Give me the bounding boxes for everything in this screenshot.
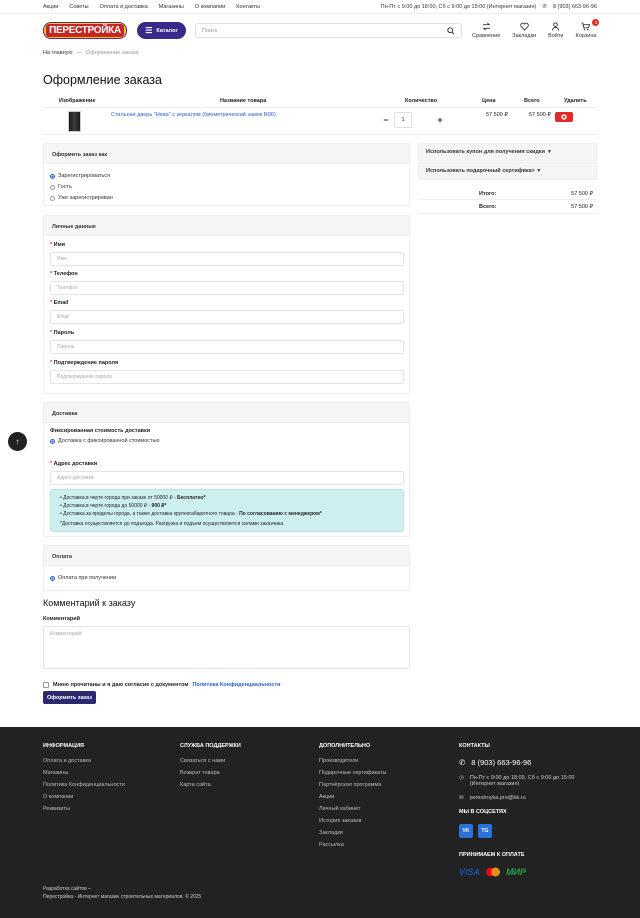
footer-contacts-column <box>459 743 599 877</box>
consent-row <box>43 682 280 688</box>
top-nav <box>43 4 260 10</box>
total-value: 57 500 ₽ <box>571 204 593 210</box>
radio-dot <box>50 185 55 190</box>
cart-table <box>43 95 597 135</box>
field-label: Пароль <box>53 330 75 336</box>
qty-minus-button[interactable]: − <box>383 115 389 125</box>
delivery-section <box>43 402 410 537</box>
field-password: * Пароль Пароль <box>50 330 404 354</box>
field-label: Подтверждение пароля <box>53 360 119 366</box>
divider <box>418 199 597 200</box>
total-row <box>479 204 593 210</box>
mir-icon: МИР <box>506 867 526 877</box>
footer-link[interactable]: Связаться с нами <box>180 758 226 764</box>
footer-link[interactable]: Политика Конфиденциальности <box>43 782 125 788</box>
compare-label: Сравнение <box>472 33 501 39</box>
footer-link[interactable]: Личный кабинет <box>319 806 361 812</box>
vk-icon[interactable]: VK <box>459 824 473 838</box>
breadcrumb-separator: — <box>76 50 83 56</box>
radio-register[interactable] <box>50 173 113 179</box>
phone-icon: ✆ <box>542 4 547 10</box>
coupon-label: Использовать купон для получения скидки <box>426 149 545 155</box>
footer-link[interactable]: Рассылка <box>319 842 344 848</box>
product-image[interactable] <box>68 111 81 132</box>
top-link-promo[interactable]: Акции <box>43 4 59 10</box>
compare-icon <box>482 22 491 31</box>
heart-icon <box>520 22 529 31</box>
radio-label: Зарегистрироваться <box>58 173 111 179</box>
delivery-title: Доставка <box>44 403 409 423</box>
top-link-tips[interactable]: Советы <box>69 4 89 10</box>
subtotal-row <box>479 191 593 197</box>
search-icon[interactable] <box>447 27 455 35</box>
delete-button[interactable] <box>555 112 573 122</box>
col-qty: Количество <box>405 98 438 104</box>
consent-text: Мною прочитаны и я даю согласие с документом <box>53 682 189 688</box>
cart-label: Корзина <box>575 33 597 39</box>
radio-label: Оплата при получении <box>58 575 117 581</box>
qty-plus-button[interactable]: + <box>437 115 443 125</box>
arrow-up-icon: ↑ <box>15 437 20 446</box>
footer-link[interactable]: Подарочные сертификаты <box>319 770 387 776</box>
copyright: Перестройка - Интернет магазин строительных материалов. © 2025 <box>43 894 202 900</box>
login-button[interactable] <box>548 22 563 39</box>
divider <box>418 213 597 214</box>
radio-fixed-delivery[interactable] <box>50 438 160 444</box>
footer-heading: ДОПОЛНИТЕЛЬНО <box>319 743 371 749</box>
footer-link[interactable]: Партнёрская программа <box>319 782 382 788</box>
certificate-label: Использовать подарочный сертификат <box>426 168 535 174</box>
delivery-info-box <box>50 489 404 532</box>
footer-extra-column <box>319 743 386 854</box>
visa-icon: VISA <box>459 867 481 877</box>
developer-credit: Разработка сайтов – <box>43 886 91 892</box>
mail-icon: ✉ <box>459 795 464 801</box>
payment-section <box>43 545 410 591</box>
comment-textarea[interactable]: Комментарий <box>43 626 410 669</box>
radio-dot <box>50 439 55 444</box>
phone-input[interactable]: Телефон <box>50 281 404 295</box>
top-link-delivery[interactable]: Оплата и доставка <box>99 4 148 10</box>
table-row <box>43 108 597 135</box>
menu-icon: ☰ <box>145 26 153 35</box>
submit-order-button[interactable]: Оформить заказ <box>43 691 96 704</box>
footer-link[interactable]: Акции <box>319 794 335 800</box>
subtotal-value: 57 500 ₽ <box>571 191 593 197</box>
radio-registered[interactable] <box>50 195 113 201</box>
personal-data-section <box>43 215 410 394</box>
footer-support-column <box>180 743 241 794</box>
footer-heading: ПРИНИМАЕМ К ОПЛАТЕ <box>459 852 525 858</box>
field-label: Email <box>53 300 69 306</box>
catalog-button[interactable] <box>137 22 186 39</box>
delivery-method-label: Фиксированная стоимость доставки <box>50 428 151 434</box>
table-header <box>43 95 597 108</box>
header-actions <box>472 22 596 39</box>
field-address: * Адрес доставки Адрес доставки <box>50 461 404 485</box>
search-placeholder: Поиск <box>202 27 218 34</box>
info-item: • Доставка в черте города при заказе от 50000 ₽ - Бесплатно* <box>60 495 206 501</box>
footer-heading: СЛУЖБА ПОДДЕРЖКИ <box>180 743 241 749</box>
product-name-link[interactable]: Стальная дверь "Нева" с зеркалом (биометрический замок R06) <box>111 112 276 118</box>
coupon-toggle[interactable] <box>418 143 597 161</box>
clock-icon: ◷ <box>459 775 464 781</box>
field-label: Адрес доставки <box>53 461 98 467</box>
radio-label: Доставка с фиксированной стоимостью <box>58 438 160 444</box>
field-label: Имя <box>53 242 65 248</box>
caret-down-icon: ▼ <box>546 149 552 155</box>
breadcrumb-current: Оформление заказа <box>86 50 139 56</box>
radio-label: Уже зарегистрирован <box>58 195 113 201</box>
col-price: Цена <box>482 98 496 104</box>
col-total: Всего <box>524 98 540 104</box>
footer-phone[interactable]: ✆ 8 (903) 663-96-96 <box>459 758 532 767</box>
info-item: • Доставка в черте города до 50000 ₽ - 900 ₽* <box>60 503 167 509</box>
logo[interactable] <box>43 22 127 39</box>
footer-link[interactable]: О компании <box>43 794 74 800</box>
footer-heading: КОНТАКТЫ <box>459 743 490 749</box>
radio-guest[interactable] <box>50 184 113 190</box>
product-price: 57 500 ₽ <box>486 112 508 118</box>
footer-heading: МЫ В СОЦСЕТЯХ <box>459 809 507 815</box>
privacy-policy-link[interactable]: Политика Конфиденциальности <box>192 682 281 688</box>
radio-dot <box>50 196 55 201</box>
delivery-note: *Доставка осуществляется до подъезда. Разгрузка и подъем осуществляется силами заказчика. <box>60 521 285 527</box>
telegram-icon[interactable]: TG <box>478 824 492 838</box>
breadcrumb <box>43 50 138 56</box>
footer-bottom <box>43 885 201 901</box>
footer-info-column <box>43 743 125 818</box>
comment-title: Комментарий к заказу <box>43 598 136 608</box>
phone-icon: ✆ <box>459 758 466 767</box>
footer-link[interactable]: Возврат товара <box>180 770 220 776</box>
search-input[interactable] <box>195 23 462 38</box>
subtotal-label: Итого: <box>479 191 497 197</box>
caret-down-icon: ▼ <box>536 168 542 174</box>
footer-link[interactable]: Закладки <box>319 830 343 836</box>
order-as-title: Оформить заказ как <box>44 144 409 164</box>
footer-link[interactable]: Реквизиты <box>43 806 70 812</box>
footer-hours: ◷ Пн-Пт с 9:00 до 18:00, Сб с 9:00 до 15:00 (Интернет магазин) <box>459 775 575 787</box>
password-input[interactable]: Пароль <box>50 340 404 354</box>
info-item: • Доставка за пределы города, а также доставка крупногабаритного товара - По согласованию с менеджером* <box>60 511 322 517</box>
work-hours: Пн-Пт с 9:00 до 18:00, Сб с 9:00 до 15:00 (Интернет магазин) <box>380 4 537 10</box>
field-email: * Email Email <box>50 300 404 324</box>
cart-icon <box>581 22 590 31</box>
payment-methods <box>459 867 599 877</box>
top-phone[interactable]: 8 (903) 663-96-96 <box>552 4 597 10</box>
footer-link[interactable]: Производители <box>319 758 359 764</box>
radio-label: Гость <box>58 184 72 190</box>
footer-link[interactable]: Магазины <box>43 770 69 776</box>
col-name: Название товара <box>220 98 267 104</box>
field-name: * Имя Имя <box>50 242 404 266</box>
footer-link[interactable]: История заказов <box>319 818 362 824</box>
footer <box>0 727 640 918</box>
col-image: Изображение <box>59 98 96 104</box>
social-links <box>459 824 599 838</box>
footer-heading: ИНФОРМАЦИЯ <box>43 743 84 749</box>
total-label: Всего: <box>479 204 497 210</box>
field-password-confirm: * Подтверждение пароля Подтверждение пароля <box>50 360 404 384</box>
login-label: Войти <box>548 33 564 39</box>
field-label: Телефон <box>53 271 78 277</box>
password-confirm-input[interactable]: Подтверждение пароля <box>50 370 404 384</box>
radio-pay-on-delivery[interactable] <box>50 575 116 581</box>
quantity-stepper <box>378 112 448 128</box>
certificate-toggle[interactable] <box>418 162 597 180</box>
radio-dot <box>50 174 55 179</box>
footer-email[interactable]: ✉ perestroyka.pro@bk.ru <box>459 795 526 801</box>
bookmarks-label: Закладки <box>512 33 537 39</box>
user-icon <box>551 22 560 31</box>
remove-icon <box>561 114 567 120</box>
qty-input[interactable]: 1 <box>394 112 412 128</box>
top-info <box>381 4 597 10</box>
logo-text: ПЕРЕСТРОЙКА <box>46 24 124 37</box>
top-link-contacts[interactable]: Контакты <box>236 4 260 10</box>
compare-button[interactable] <box>472 22 500 39</box>
mastercard-icon <box>485 867 501 877</box>
footer-link[interactable]: Оплата и доставка <box>43 758 92 764</box>
comment-label: Комментарий <box>43 616 81 622</box>
radio-dot <box>50 576 55 581</box>
order-as-section <box>43 143 410 206</box>
field-phone: * Телефон Телефон <box>50 271 404 295</box>
top-link-stores[interactable]: Магазины <box>158 4 184 10</box>
payment-title: Оплата <box>44 546 409 566</box>
consent-checkbox[interactable] <box>43 682 49 688</box>
bookmarks-button[interactable] <box>512 22 536 39</box>
personal-data-title: Личные данные <box>44 216 409 236</box>
cart-count-badge: 1 <box>592 19 599 26</box>
email-input[interactable]: Email <box>50 310 404 324</box>
product-total: 57 500 ₽ <box>529 112 551 118</box>
catalog-label: Каталог <box>156 27 178 34</box>
footer-link[interactable]: Карта сайта <box>180 782 211 788</box>
cart-button[interactable] <box>576 22 597 39</box>
top-link-about[interactable]: О компании <box>194 4 226 10</box>
address-input[interactable]: Адрес доставки <box>50 471 404 485</box>
page-title: Оформление заказа <box>43 73 162 87</box>
name-input[interactable]: Имя <box>50 252 404 266</box>
scroll-up-button[interactable] <box>8 432 27 451</box>
breadcrumb-home[interactable]: На главную <box>43 50 73 56</box>
col-delete: Удалить <box>564 98 587 104</box>
